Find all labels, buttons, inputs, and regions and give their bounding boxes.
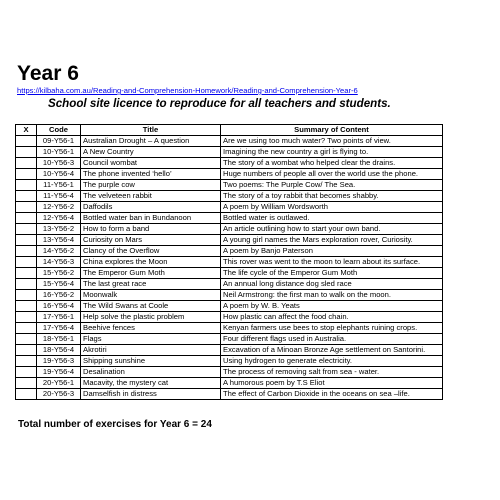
checkbox-cell[interactable] (16, 367, 37, 378)
checkbox-cell[interactable] (16, 268, 37, 279)
code-cell: 20-Y56-1 (37, 378, 81, 389)
summary-cell: This rover was went to the moon to learn about its surface. (221, 257, 443, 268)
checkbox-cell[interactable] (16, 202, 37, 213)
code-cell: 14-Y56-2 (37, 246, 81, 257)
kilbaha-link[interactable]: https://kilbaha.com.au/Reading-and-Comprehension-Homework/Reading-and-Comprehension-Year-6 (17, 86, 358, 95)
code-cell: 17-Y56-4 (37, 323, 81, 334)
table-row (16, 202, 443, 213)
title-cell: Daffodils (81, 202, 221, 213)
title-cell: Moonwalk (81, 290, 221, 301)
table-row (16, 191, 443, 202)
checkbox-cell[interactable] (16, 224, 37, 235)
summary-cell: The story of a toy rabbit that becomes shabby. (221, 191, 443, 202)
checkbox-cell[interactable] (16, 334, 37, 345)
summary-cell: Four different flags used in Australia. (221, 334, 443, 345)
table-header-row (16, 125, 443, 136)
summary-cell: A poem by William Wordsworth (221, 202, 443, 213)
summary-cell: Huge numbers of people all over the world use the phone. (221, 169, 443, 180)
checkbox-cell[interactable] (16, 180, 37, 191)
table-row (16, 279, 443, 290)
code-cell: 11-Y56-1 (37, 180, 81, 191)
summary-cell: Neil Armstrong: the first man to walk on the moon. (221, 290, 443, 301)
title-cell: The purple cow (81, 180, 221, 191)
code-cell: 09-Y56-1 (37, 136, 81, 147)
code-cell: 13-Y56-4 (37, 235, 81, 246)
summary-cell: A humorous poem by T.S Eliot (221, 378, 443, 389)
checkbox-cell[interactable] (16, 312, 37, 323)
summary-cell: A young girl names the Mars exploration rover, Curiosity. (221, 235, 443, 246)
checkbox-cell[interactable] (16, 257, 37, 268)
checkbox-cell[interactable] (16, 378, 37, 389)
code-cell: 12-Y56-4 (37, 213, 81, 224)
code-cell: 10-Y56-3 (37, 158, 81, 169)
code-cell: 15-Y56-2 (37, 268, 81, 279)
checkbox-cell[interactable] (16, 191, 37, 202)
header-title: Title (81, 125, 221, 136)
table-row (16, 180, 443, 191)
table-row (16, 257, 443, 268)
table-row (16, 268, 443, 279)
code-cell: 18-Y56-4 (37, 345, 81, 356)
code-cell: 16-Y56-2 (37, 290, 81, 301)
summary-cell: Bottled water is outlawed. (221, 213, 443, 224)
table-row (16, 224, 443, 235)
table-row (16, 169, 443, 180)
summary-cell: The effect of Carbon Dioxide in the oceans on sea –life. (221, 389, 443, 400)
title-cell: The Wild Swans at Coole (81, 301, 221, 312)
table-row (16, 323, 443, 334)
table-row (16, 356, 443, 367)
summary-cell: Two poems: The Purple Cow/ The Sea. (221, 180, 443, 191)
code-cell: 16-Y56-4 (37, 301, 81, 312)
exercise-table (15, 124, 443, 400)
checkbox-cell[interactable] (16, 235, 37, 246)
title-cell: Curiosity on Mars (81, 235, 221, 246)
summary-cell: A poem by W. B. Yeats (221, 301, 443, 312)
summary-cell: A poem by Banjo Paterson (221, 246, 443, 257)
title-cell: Council wombat (81, 158, 221, 169)
checkbox-cell[interactable] (16, 136, 37, 147)
checkbox-cell[interactable] (16, 290, 37, 301)
title-cell: Macavity, the mystery cat (81, 378, 221, 389)
title-cell: Help solve the plastic problem (81, 312, 221, 323)
summary-cell: Imagining the new country a girl is flying to. (221, 147, 443, 158)
summary-cell: The story of a wombat who helped clear the drains. (221, 158, 443, 169)
title-cell: The Emperor Gum Moth (81, 268, 221, 279)
checkbox-cell[interactable] (16, 147, 37, 158)
code-cell: 12-Y56-2 (37, 202, 81, 213)
title-cell: How to form a band (81, 224, 221, 235)
checkbox-cell[interactable] (16, 389, 37, 400)
checkbox-cell[interactable] (16, 169, 37, 180)
header-code: Code (37, 125, 81, 136)
table-row (16, 136, 443, 147)
code-cell: 19-Y56-4 (37, 367, 81, 378)
table-row (16, 312, 443, 323)
code-cell: 19-Y56-3 (37, 356, 81, 367)
summary-cell: Excavation of a Minoan Bronze Age settlement on Santorini. (221, 345, 443, 356)
title-cell: Desalination (81, 367, 221, 378)
checkbox-cell[interactable] (16, 246, 37, 257)
table-row (16, 378, 443, 389)
table-row (16, 389, 443, 400)
checkbox-cell[interactable] (16, 279, 37, 290)
title-cell: A New Country (81, 147, 221, 158)
summary-cell: An article outlining how to start your own band. (221, 224, 443, 235)
title-cell: Bottled water ban in Bundanoon (81, 213, 221, 224)
code-cell: 10-Y56-4 (37, 169, 81, 180)
table-row (16, 301, 443, 312)
title-cell: Clancy of the Overflow (81, 246, 221, 257)
code-cell: 18-Y56-1 (37, 334, 81, 345)
title-cell: Akrotiri (81, 345, 221, 356)
table-row (16, 334, 443, 345)
summary-cell: Using hydrogen to generate electricity. (221, 356, 443, 367)
title-cell: Beehive fences (81, 323, 221, 334)
summary-cell: The life cycle of the Emperor Gum Moth (221, 268, 443, 279)
code-cell: 10-Y56-1 (37, 147, 81, 158)
table-row (16, 235, 443, 246)
title-cell: Flags (81, 334, 221, 345)
licence-statement: School site licence to reproduce for all teachers and students. (48, 97, 391, 110)
checkbox-cell[interactable] (16, 345, 37, 356)
table-row (16, 345, 443, 356)
code-cell: 13-Y56-2 (37, 224, 81, 235)
code-cell: 20-Y56-3 (37, 389, 81, 400)
header-x: X (16, 125, 37, 136)
table-row (16, 147, 443, 158)
checkbox-cell[interactable] (16, 213, 37, 224)
summary-cell: How plastic can affect the food chain. (221, 312, 443, 323)
summary-cell: An annual long distance dog sled race (221, 279, 443, 290)
table-row (16, 213, 443, 224)
checkbox-cell[interactable] (16, 356, 37, 367)
table-row (16, 246, 443, 257)
title-cell: Australian Drought – A question (81, 136, 221, 147)
table-row (16, 290, 443, 301)
code-cell: 14-Y56-3 (37, 257, 81, 268)
title-cell: The velveteen rabbit (81, 191, 221, 202)
header-summary: Summary of Content (221, 125, 443, 136)
summary-cell: Kenyan farmers use bees to stop elephants ruining crops. (221, 323, 443, 334)
title-cell: The last great race (81, 279, 221, 290)
summary-cell: Are we using too much water? Two points of view. (221, 136, 443, 147)
code-cell: 15-Y56-4 (37, 279, 81, 290)
summary-cell: The process of removing salt from sea - water. (221, 367, 443, 378)
title-cell: Damselfish in distress (81, 389, 221, 400)
total-exercises: Total number of exercises for Year 6 = 24 (18, 419, 212, 430)
code-cell: 17-Y56-1 (37, 312, 81, 323)
checkbox-cell[interactable] (16, 323, 37, 334)
page-title: Year 6 (17, 62, 79, 85)
table-row (16, 367, 443, 378)
table-row (16, 158, 443, 169)
title-cell: Shipping sunshine (81, 356, 221, 367)
checkbox-cell[interactable] (16, 301, 37, 312)
code-cell: 11-Y56-4 (37, 191, 81, 202)
title-cell: The phone invented ‘hello’ (81, 169, 221, 180)
title-cell: China explores the Moon (81, 257, 221, 268)
checkbox-cell[interactable] (16, 158, 37, 169)
